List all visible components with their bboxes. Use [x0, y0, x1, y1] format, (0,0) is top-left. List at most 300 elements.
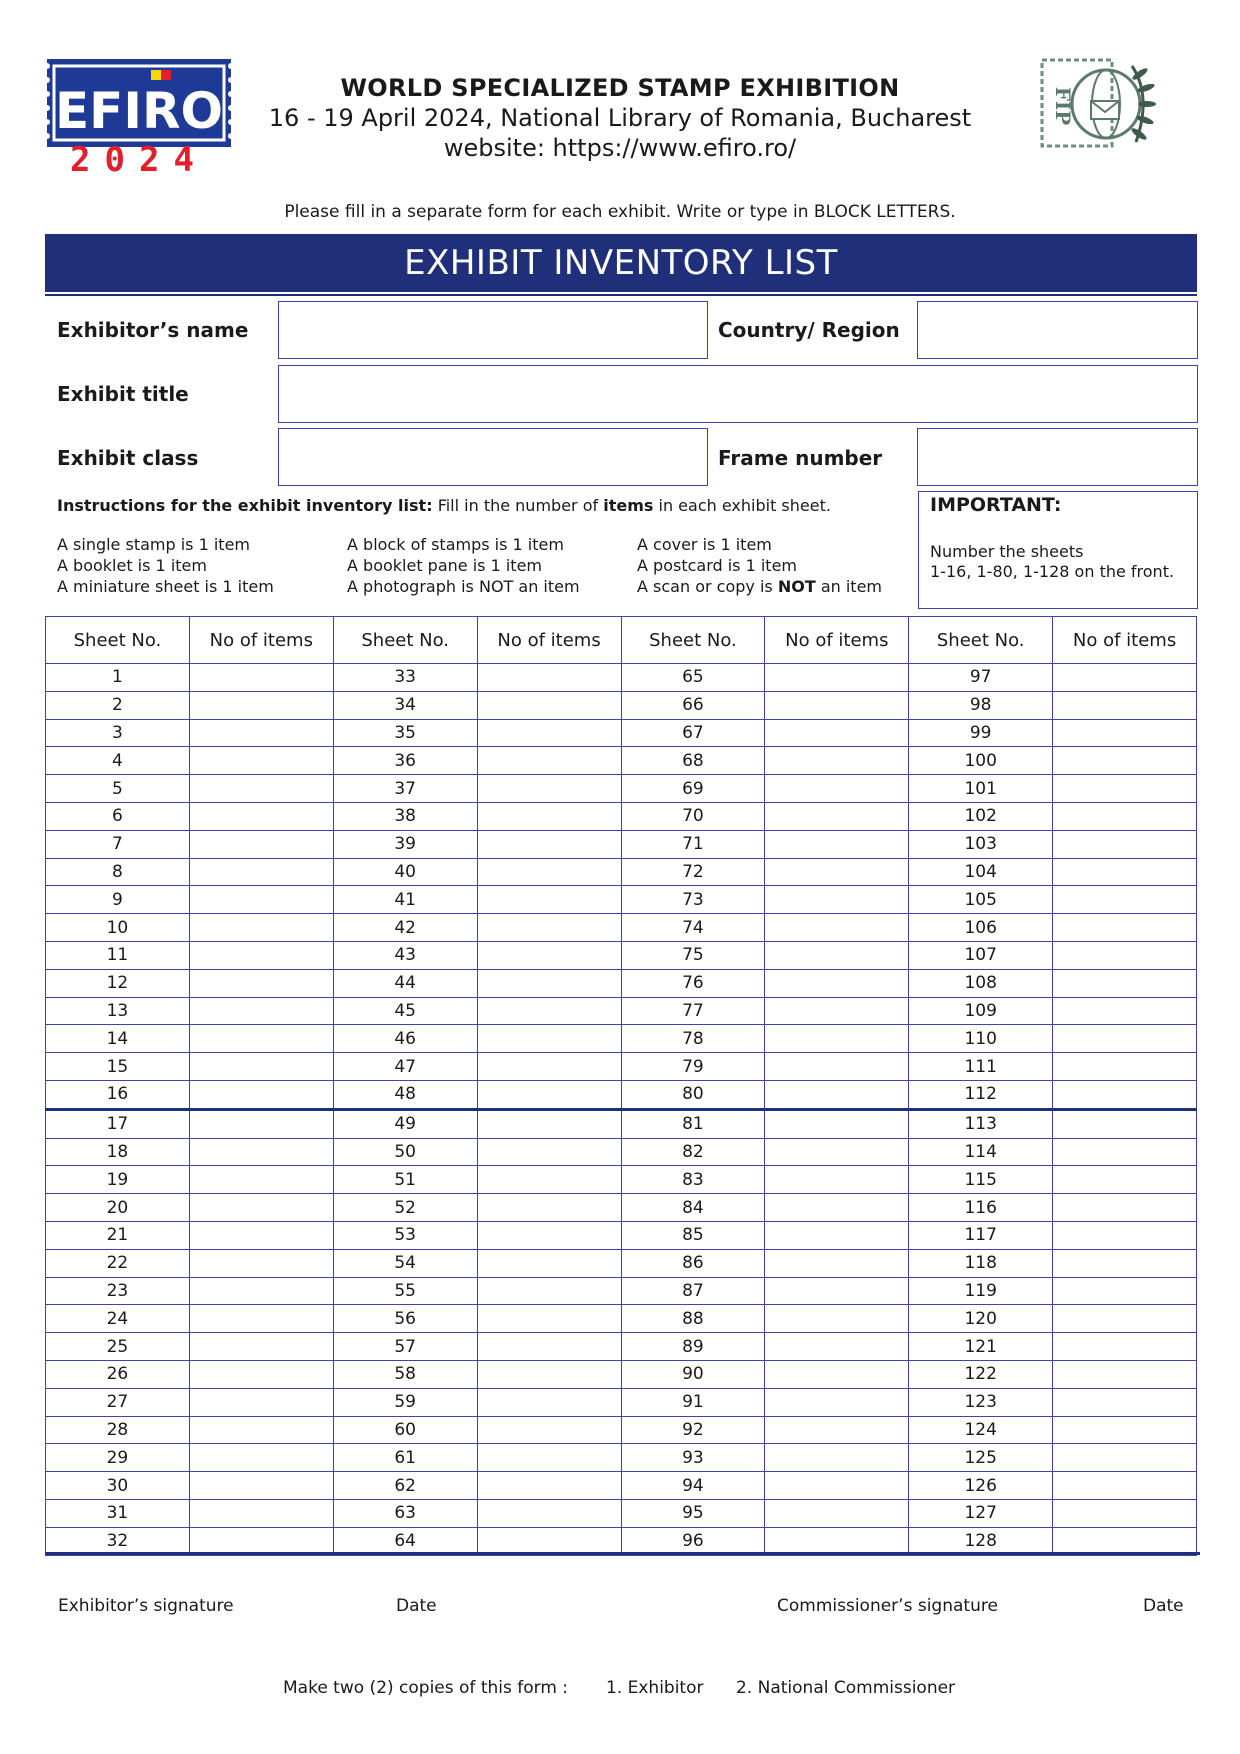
- items-count-cell[interactable]: [765, 1277, 909, 1305]
- items-count-cell[interactable]: [765, 1388, 909, 1416]
- sheet-number-cell: 104: [909, 858, 1053, 886]
- items-count-cell[interactable]: [765, 1527, 909, 1555]
- items-count-cell[interactable]: [765, 719, 909, 747]
- items-count-cell[interactable]: [1053, 719, 1197, 747]
- sheet-number-cell: 21: [46, 1221, 190, 1249]
- items-count-cell[interactable]: [189, 691, 333, 719]
- instructions-column-2: [347, 534, 580, 597]
- table-row: [46, 1166, 1197, 1194]
- items-count-cell[interactable]: [765, 941, 909, 969]
- items-count-cell[interactable]: [1053, 1053, 1197, 1081]
- sheet-number-cell: 75: [621, 941, 765, 969]
- sheet-number-cell: 66: [621, 691, 765, 719]
- items-count-cell[interactable]: [1053, 1333, 1197, 1361]
- sheet-number-cell: 11: [46, 941, 190, 969]
- items-count-cell[interactable]: [189, 747, 333, 775]
- sheet-number-cell: 79: [621, 1053, 765, 1081]
- sheet-number-cell: 111: [909, 1053, 1053, 1081]
- items-count-cell[interactable]: [189, 802, 333, 830]
- sheet-number-cell: 50: [333, 1138, 477, 1166]
- table-row: [46, 969, 1197, 997]
- items-count-cell[interactable]: [1053, 1166, 1197, 1194]
- table-row: [46, 1221, 1197, 1249]
- items-count-cell[interactable]: [1053, 1277, 1197, 1305]
- sheet-number-cell: 61: [333, 1444, 477, 1472]
- sheet-number-cell: 62: [333, 1472, 477, 1500]
- sheet-number-cell: 128: [909, 1527, 1053, 1555]
- table-row: [46, 691, 1197, 719]
- table-row: [46, 747, 1197, 775]
- sheet-number-cell: 26: [46, 1360, 190, 1388]
- sheet-number-cell: 10: [46, 914, 190, 942]
- table-row: [46, 914, 1197, 942]
- form-banner: EXHIBIT INVENTORY LIST: [45, 234, 1197, 292]
- items-count-cell[interactable]: [765, 747, 909, 775]
- items-count-cell[interactable]: [477, 1444, 621, 1472]
- sheet-number-cell: 102: [909, 802, 1053, 830]
- items-count-cell[interactable]: [765, 914, 909, 942]
- items-count-cell[interactable]: [477, 1080, 621, 1109]
- exhibit-class-label: Exhibit class: [57, 446, 199, 470]
- items-count-cell[interactable]: [765, 1499, 909, 1527]
- table-row: [46, 1499, 1197, 1527]
- table-row: [46, 719, 1197, 747]
- items-count-cell[interactable]: [477, 1025, 621, 1053]
- items-count-cell[interactable]: [189, 1221, 333, 1249]
- items-count-cell[interactable]: [189, 1527, 333, 1555]
- table-row: [46, 802, 1197, 830]
- table-row: [46, 997, 1197, 1025]
- exhibition-website: website: https://www.efiro.ro/: [443, 134, 797, 162]
- items-count-cell[interactable]: [1053, 1025, 1197, 1053]
- items-count-cell[interactable]: [1053, 969, 1197, 997]
- sheet-number-cell: 63: [333, 1499, 477, 1527]
- items-count-cell[interactable]: [477, 941, 621, 969]
- items-count-cell[interactable]: [765, 1333, 909, 1361]
- sheet-number-cell: 109: [909, 997, 1053, 1025]
- items-count-cell[interactable]: [1053, 1305, 1197, 1333]
- items-count-cell[interactable]: [477, 830, 621, 858]
- date-label-1: Date: [396, 1596, 437, 1616]
- sheet-number-cell: 12: [46, 969, 190, 997]
- items-count-cell[interactable]: [477, 1221, 621, 1249]
- items-count-cell[interactable]: [189, 1249, 333, 1277]
- instructions-heading-b: in each exhibit sheet.: [658, 496, 831, 515]
- table-row: [46, 1277, 1197, 1305]
- sheet-number-cell: 4: [46, 747, 190, 775]
- sheet-number-cell: 2: [46, 691, 190, 719]
- sheet-number-cell: 74: [621, 914, 765, 942]
- sheet-number-cell: 80: [621, 1080, 765, 1109]
- sheet-number-cell: 73: [621, 886, 765, 914]
- sheet-number-cell: 42: [333, 914, 477, 942]
- items-count-cell[interactable]: [1053, 1249, 1197, 1277]
- sheet-number-cell: 7: [46, 830, 190, 858]
- sheet-number-cell: 52: [333, 1194, 477, 1222]
- items-count-cell[interactable]: [189, 775, 333, 803]
- sheet-number-cell: 110: [909, 1025, 1053, 1053]
- table-row: [46, 1138, 1197, 1166]
- sheet-number-cell: 55: [333, 1277, 477, 1305]
- items-count-cell[interactable]: [1053, 1527, 1197, 1555]
- sheet-number-cell: 108: [909, 969, 1053, 997]
- items-count-cell[interactable]: [1053, 997, 1197, 1025]
- items-count-cell[interactable]: [765, 1138, 909, 1166]
- items-count-cell[interactable]: [765, 1109, 909, 1138]
- items-count-cell[interactable]: [1053, 1444, 1197, 1472]
- items-count-cell[interactable]: [189, 997, 333, 1025]
- items-count-cell[interactable]: [1053, 1499, 1197, 1527]
- important-line-1: Number the sheets: [930, 542, 1084, 561]
- sheet-number-cell: 65: [621, 664, 765, 692]
- items-count-cell[interactable]: [1053, 1388, 1197, 1416]
- items-count-cell[interactable]: [1053, 830, 1197, 858]
- frame-number-field[interactable]: [917, 428, 1198, 486]
- items-count-cell[interactable]: [189, 1080, 333, 1109]
- sheet-no-header: Sheet No.: [909, 617, 1053, 664]
- items-count-cell[interactable]: [1053, 1416, 1197, 1444]
- sheet-number-cell: 13: [46, 997, 190, 1025]
- sheet-number-cell: 25: [46, 1333, 190, 1361]
- items-count-cell[interactable]: [765, 1166, 909, 1194]
- items-count-cell[interactable]: [765, 1053, 909, 1081]
- items-count-cell[interactable]: [477, 1360, 621, 1388]
- sheet-number-cell: 76: [621, 969, 765, 997]
- items-count-cell[interactable]: [189, 1360, 333, 1388]
- sheet-number-cell: 72: [621, 858, 765, 886]
- sheet-number-cell: 49: [333, 1109, 477, 1138]
- items-count-cell[interactable]: [477, 747, 621, 775]
- inventory-table: [45, 616, 1197, 1556]
- items-count-cell[interactable]: [189, 1025, 333, 1053]
- items-count-cell[interactable]: [477, 1109, 621, 1138]
- items-count-cell[interactable]: [765, 858, 909, 886]
- sheet-number-cell: 37: [333, 775, 477, 803]
- items-count-cell[interactable]: [477, 1472, 621, 1500]
- sheet-number-cell: 24: [46, 1305, 190, 1333]
- fip-logo-text: FIP: [1051, 86, 1075, 126]
- items-count-cell[interactable]: [765, 691, 909, 719]
- items-header: No of items: [189, 617, 333, 664]
- sheet-number-cell: 115: [909, 1166, 1053, 1194]
- items-count-cell[interactable]: [765, 1080, 909, 1109]
- country-field[interactable]: [917, 301, 1198, 359]
- items-count-cell[interactable]: [1053, 747, 1197, 775]
- exhibit-class-field[interactable]: [278, 428, 708, 486]
- items-count-cell[interactable]: [189, 1138, 333, 1166]
- instruction-line: A booklet is 1 item: [57, 556, 207, 575]
- sheet-number-cell: 60: [333, 1416, 477, 1444]
- sheet-number-cell: 46: [333, 1025, 477, 1053]
- sheet-number-cell: 70: [621, 802, 765, 830]
- copy-commissioner: 2. National Commissioner: [736, 1678, 956, 1698]
- sheet-number-cell: 105: [909, 886, 1053, 914]
- sheet-number-cell: 69: [621, 775, 765, 803]
- items-count-cell[interactable]: [189, 886, 333, 914]
- sheet-number-cell: 121: [909, 1333, 1053, 1361]
- sheet-number-cell: 45: [333, 997, 477, 1025]
- items-count-cell[interactable]: [477, 1388, 621, 1416]
- sheet-number-cell: 44: [333, 969, 477, 997]
- table-row: [46, 1025, 1197, 1053]
- instruction-line: A postcard is 1 item: [637, 556, 798, 575]
- sheet-number-cell: 83: [621, 1166, 765, 1194]
- sheet-number-cell: 58: [333, 1360, 477, 1388]
- sheet-number-cell: 39: [333, 830, 477, 858]
- items-count-cell[interactable]: [765, 1444, 909, 1472]
- sheet-number-cell: 43: [333, 941, 477, 969]
- items-count-cell[interactable]: [765, 775, 909, 803]
- items-count-cell[interactable]: [1053, 914, 1197, 942]
- items-count-cell[interactable]: [189, 1194, 333, 1222]
- instructions-column-1: [57, 534, 274, 597]
- date-label-2: Date: [1143, 1596, 1184, 1616]
- important-line-2: 1-16, 1-80, 1-128 on the front.: [930, 562, 1175, 581]
- exhibit-title-field[interactable]: [278, 365, 1198, 423]
- items-count-cell[interactable]: [477, 1527, 621, 1555]
- items-count-cell[interactable]: [189, 830, 333, 858]
- items-count-cell[interactable]: [1053, 886, 1197, 914]
- instructions-heading-a: Fill in the number of: [437, 496, 599, 515]
- country-label: Country/ Region: [718, 318, 900, 342]
- items-count-cell[interactable]: [477, 1305, 621, 1333]
- sheet-number-cell: 98: [909, 691, 1053, 719]
- instruction-emphasis: NOT: [777, 577, 816, 596]
- table-row: [46, 1360, 1197, 1388]
- sheet-number-cell: 28: [46, 1416, 190, 1444]
- items-count-cell[interactable]: [477, 1194, 621, 1222]
- sheet-number-cell: 114: [909, 1138, 1053, 1166]
- sheet-number-cell: 97: [909, 664, 1053, 692]
- items-count-cell[interactable]: [189, 1333, 333, 1361]
- sheet-number-cell: 92: [621, 1416, 765, 1444]
- sheet-no-header: Sheet No.: [621, 617, 765, 664]
- table-row: [46, 1305, 1197, 1333]
- items-count-cell[interactable]: [765, 802, 909, 830]
- sheet-number-cell: 30: [46, 1472, 190, 1500]
- items-count-cell[interactable]: [189, 858, 333, 886]
- sheet-number-cell: 91: [621, 1388, 765, 1416]
- sheet-number-cell: 99: [909, 719, 1053, 747]
- sheet-number-cell: 96: [621, 1527, 765, 1555]
- items-count-cell[interactable]: [1053, 775, 1197, 803]
- exhibitor-name-field[interactable]: [278, 301, 708, 359]
- items-count-cell[interactable]: [189, 719, 333, 747]
- sheet-number-cell: 22: [46, 1249, 190, 1277]
- instruction-line: A cover is 1 item: [637, 535, 772, 554]
- sheet-number-cell: 27: [46, 1388, 190, 1416]
- items-count-cell[interactable]: [765, 1194, 909, 1222]
- items-count-cell[interactable]: [477, 719, 621, 747]
- exhibitor-name-label: Exhibitor’s name: [57, 318, 249, 342]
- table-row: [46, 886, 1197, 914]
- items-count-cell[interactable]: [765, 997, 909, 1025]
- sheet-number-cell: 41: [333, 886, 477, 914]
- table-bottom-rule: [45, 1552, 1200, 1555]
- sheet-number-cell: 33: [333, 664, 477, 692]
- items-count-cell[interactable]: [765, 1305, 909, 1333]
- sheet-number-cell: 35: [333, 719, 477, 747]
- items-count-cell[interactable]: [477, 914, 621, 942]
- sheet-number-cell: 71: [621, 830, 765, 858]
- items-count-cell[interactable]: [1053, 691, 1197, 719]
- items-count-cell[interactable]: [477, 1416, 621, 1444]
- sheet-no-header: Sheet No.: [46, 617, 190, 664]
- items-count-cell[interactable]: [1053, 802, 1197, 830]
- sheet-number-cell: 113: [909, 1109, 1053, 1138]
- items-count-cell[interactable]: [765, 1025, 909, 1053]
- sheet-number-cell: 47: [333, 1053, 477, 1081]
- sheet-number-cell: 38: [333, 802, 477, 830]
- copy-exhibitor: 1. Exhibitor: [606, 1678, 704, 1698]
- sheet-number-cell: 48: [333, 1080, 477, 1109]
- exhibition-dates: 16 - 19 April 2024, National Library of Romania, Bucharest: [268, 104, 972, 132]
- sheet-number-cell: 8: [46, 858, 190, 886]
- items-count-cell[interactable]: [477, 775, 621, 803]
- items-count-cell[interactable]: [189, 969, 333, 997]
- table-row: [46, 1333, 1197, 1361]
- sheet-number-cell: 116: [909, 1194, 1053, 1222]
- sheet-number-cell: 84: [621, 1194, 765, 1222]
- important-text: [930, 542, 1174, 582]
- sheet-number-cell: 3: [46, 719, 190, 747]
- sheet-number-cell: 126: [909, 1472, 1053, 1500]
- sheet-number-cell: 14: [46, 1025, 190, 1053]
- items-count-cell[interactable]: [1053, 1472, 1197, 1500]
- table-row: [46, 1109, 1197, 1138]
- items-count-cell[interactable]: [189, 1305, 333, 1333]
- table-row: [46, 1053, 1197, 1081]
- table-row: [46, 1249, 1197, 1277]
- sheet-number-cell: 53: [333, 1221, 477, 1249]
- items-count-cell[interactable]: [477, 858, 621, 886]
- items-count-cell[interactable]: [189, 1499, 333, 1527]
- sheet-number-cell: 103: [909, 830, 1053, 858]
- sheet-number-cell: 94: [621, 1472, 765, 1500]
- items-count-cell[interactable]: [189, 1053, 333, 1081]
- exhibitor-signature-label: Exhibitor’s signature: [58, 1596, 234, 1616]
- items-count-cell[interactable]: [765, 830, 909, 858]
- sheet-number-cell: 9: [46, 886, 190, 914]
- sheet-number-cell: 127: [909, 1499, 1053, 1527]
- sheet-number-cell: 88: [621, 1305, 765, 1333]
- items-count-cell[interactable]: [1053, 664, 1197, 692]
- instruction-line: A booklet pane is 1 item: [347, 556, 542, 575]
- items-count-cell[interactable]: [1053, 1080, 1197, 1109]
- sheet-number-cell: 125: [909, 1444, 1053, 1472]
- table-row: [46, 775, 1197, 803]
- instruction-text: A scan or copy is: [637, 577, 773, 596]
- items-count-cell[interactable]: [1053, 1194, 1197, 1222]
- items-count-cell[interactable]: [1053, 1221, 1197, 1249]
- sheet-number-cell: 1: [46, 664, 190, 692]
- items-count-cell[interactable]: [189, 1444, 333, 1472]
- items-count-cell[interactable]: [765, 1360, 909, 1388]
- sheet-number-cell: 59: [333, 1388, 477, 1416]
- banner-underline: [45, 294, 1197, 296]
- items-count-cell[interactable]: [189, 1472, 333, 1500]
- sheet-number-cell: 100: [909, 747, 1053, 775]
- items-count-cell[interactable]: [477, 1249, 621, 1277]
- table-row: [46, 1080, 1197, 1109]
- items-count-cell[interactable]: [765, 1221, 909, 1249]
- sheet-number-cell: 89: [621, 1333, 765, 1361]
- items-count-cell[interactable]: [477, 886, 621, 914]
- items-count-cell[interactable]: [189, 1109, 333, 1138]
- sheet-number-cell: 93: [621, 1444, 765, 1472]
- items-count-cell[interactable]: [1053, 941, 1197, 969]
- sheet-number-cell: 32: [46, 1527, 190, 1555]
- table-row: [46, 1444, 1197, 1472]
- items-count-cell[interactable]: [1053, 1109, 1197, 1138]
- table-row: [46, 1527, 1197, 1555]
- items-count-cell[interactable]: [189, 664, 333, 692]
- sheet-number-cell: 29: [46, 1444, 190, 1472]
- instruction-line: A photograph is NOT an item: [347, 577, 580, 596]
- items-count-cell[interactable]: [765, 1249, 909, 1277]
- items-count-cell[interactable]: [189, 914, 333, 942]
- items-count-cell[interactable]: [477, 1053, 621, 1081]
- sheet-number-cell: 118: [909, 1249, 1053, 1277]
- items-count-cell[interactable]: [189, 1166, 333, 1194]
- items-count-cell[interactable]: [477, 1333, 621, 1361]
- items-header: No of items: [1053, 617, 1197, 664]
- instruction-line: A single stamp is 1 item: [57, 535, 251, 554]
- items-header: No of items: [477, 617, 621, 664]
- items-count-cell[interactable]: [1053, 1360, 1197, 1388]
- items-count-cell[interactable]: [189, 1388, 333, 1416]
- sheet-number-cell: 31: [46, 1499, 190, 1527]
- items-count-cell[interactable]: [765, 886, 909, 914]
- items-count-cell[interactable]: [189, 1416, 333, 1444]
- items-count-cell[interactable]: [765, 969, 909, 997]
- items-count-cell[interactable]: [1053, 858, 1197, 886]
- items-count-cell[interactable]: [189, 1277, 333, 1305]
- important-title: IMPORTANT:: [930, 494, 1062, 516]
- items-count-cell[interactable]: [765, 664, 909, 692]
- items-count-cell[interactable]: [477, 691, 621, 719]
- instruction-text: an item: [820, 577, 883, 596]
- instruction-line: A miniature sheet is 1 item: [57, 577, 274, 596]
- items-count-cell[interactable]: [1053, 1138, 1197, 1166]
- sheet-number-cell: 107: [909, 941, 1053, 969]
- items-count-cell[interactable]: [477, 1499, 621, 1527]
- items-count-cell[interactable]: [477, 664, 621, 692]
- items-count-cell[interactable]: [477, 802, 621, 830]
- sheet-number-cell: 16: [46, 1080, 190, 1109]
- items-count-cell[interactable]: [477, 1138, 621, 1166]
- logo-text: EFIRO: [55, 82, 223, 140]
- items-count-cell[interactable]: [765, 1472, 909, 1500]
- sheet-number-cell: 23: [46, 1277, 190, 1305]
- items-count-cell[interactable]: [477, 1166, 621, 1194]
- exhibit-title-label: Exhibit title: [57, 382, 189, 406]
- copies-instruction: Make two (2) copies of this form :: [283, 1678, 569, 1698]
- items-count-cell[interactable]: [189, 941, 333, 969]
- sheet-number-cell: 15: [46, 1053, 190, 1081]
- items-count-cell[interactable]: [477, 1277, 621, 1305]
- items-count-cell[interactable]: [765, 1416, 909, 1444]
- sheet-number-cell: 124: [909, 1416, 1053, 1444]
- items-count-cell[interactable]: [477, 969, 621, 997]
- sheet-number-cell: 67: [621, 719, 765, 747]
- table-row: [46, 1472, 1197, 1500]
- sheet-number-cell: 77: [621, 997, 765, 1025]
- table-row: [46, 664, 1197, 692]
- sheet-number-cell: 106: [909, 914, 1053, 942]
- sheet-number-cell: 95: [621, 1499, 765, 1527]
- items-count-cell[interactable]: [477, 997, 621, 1025]
